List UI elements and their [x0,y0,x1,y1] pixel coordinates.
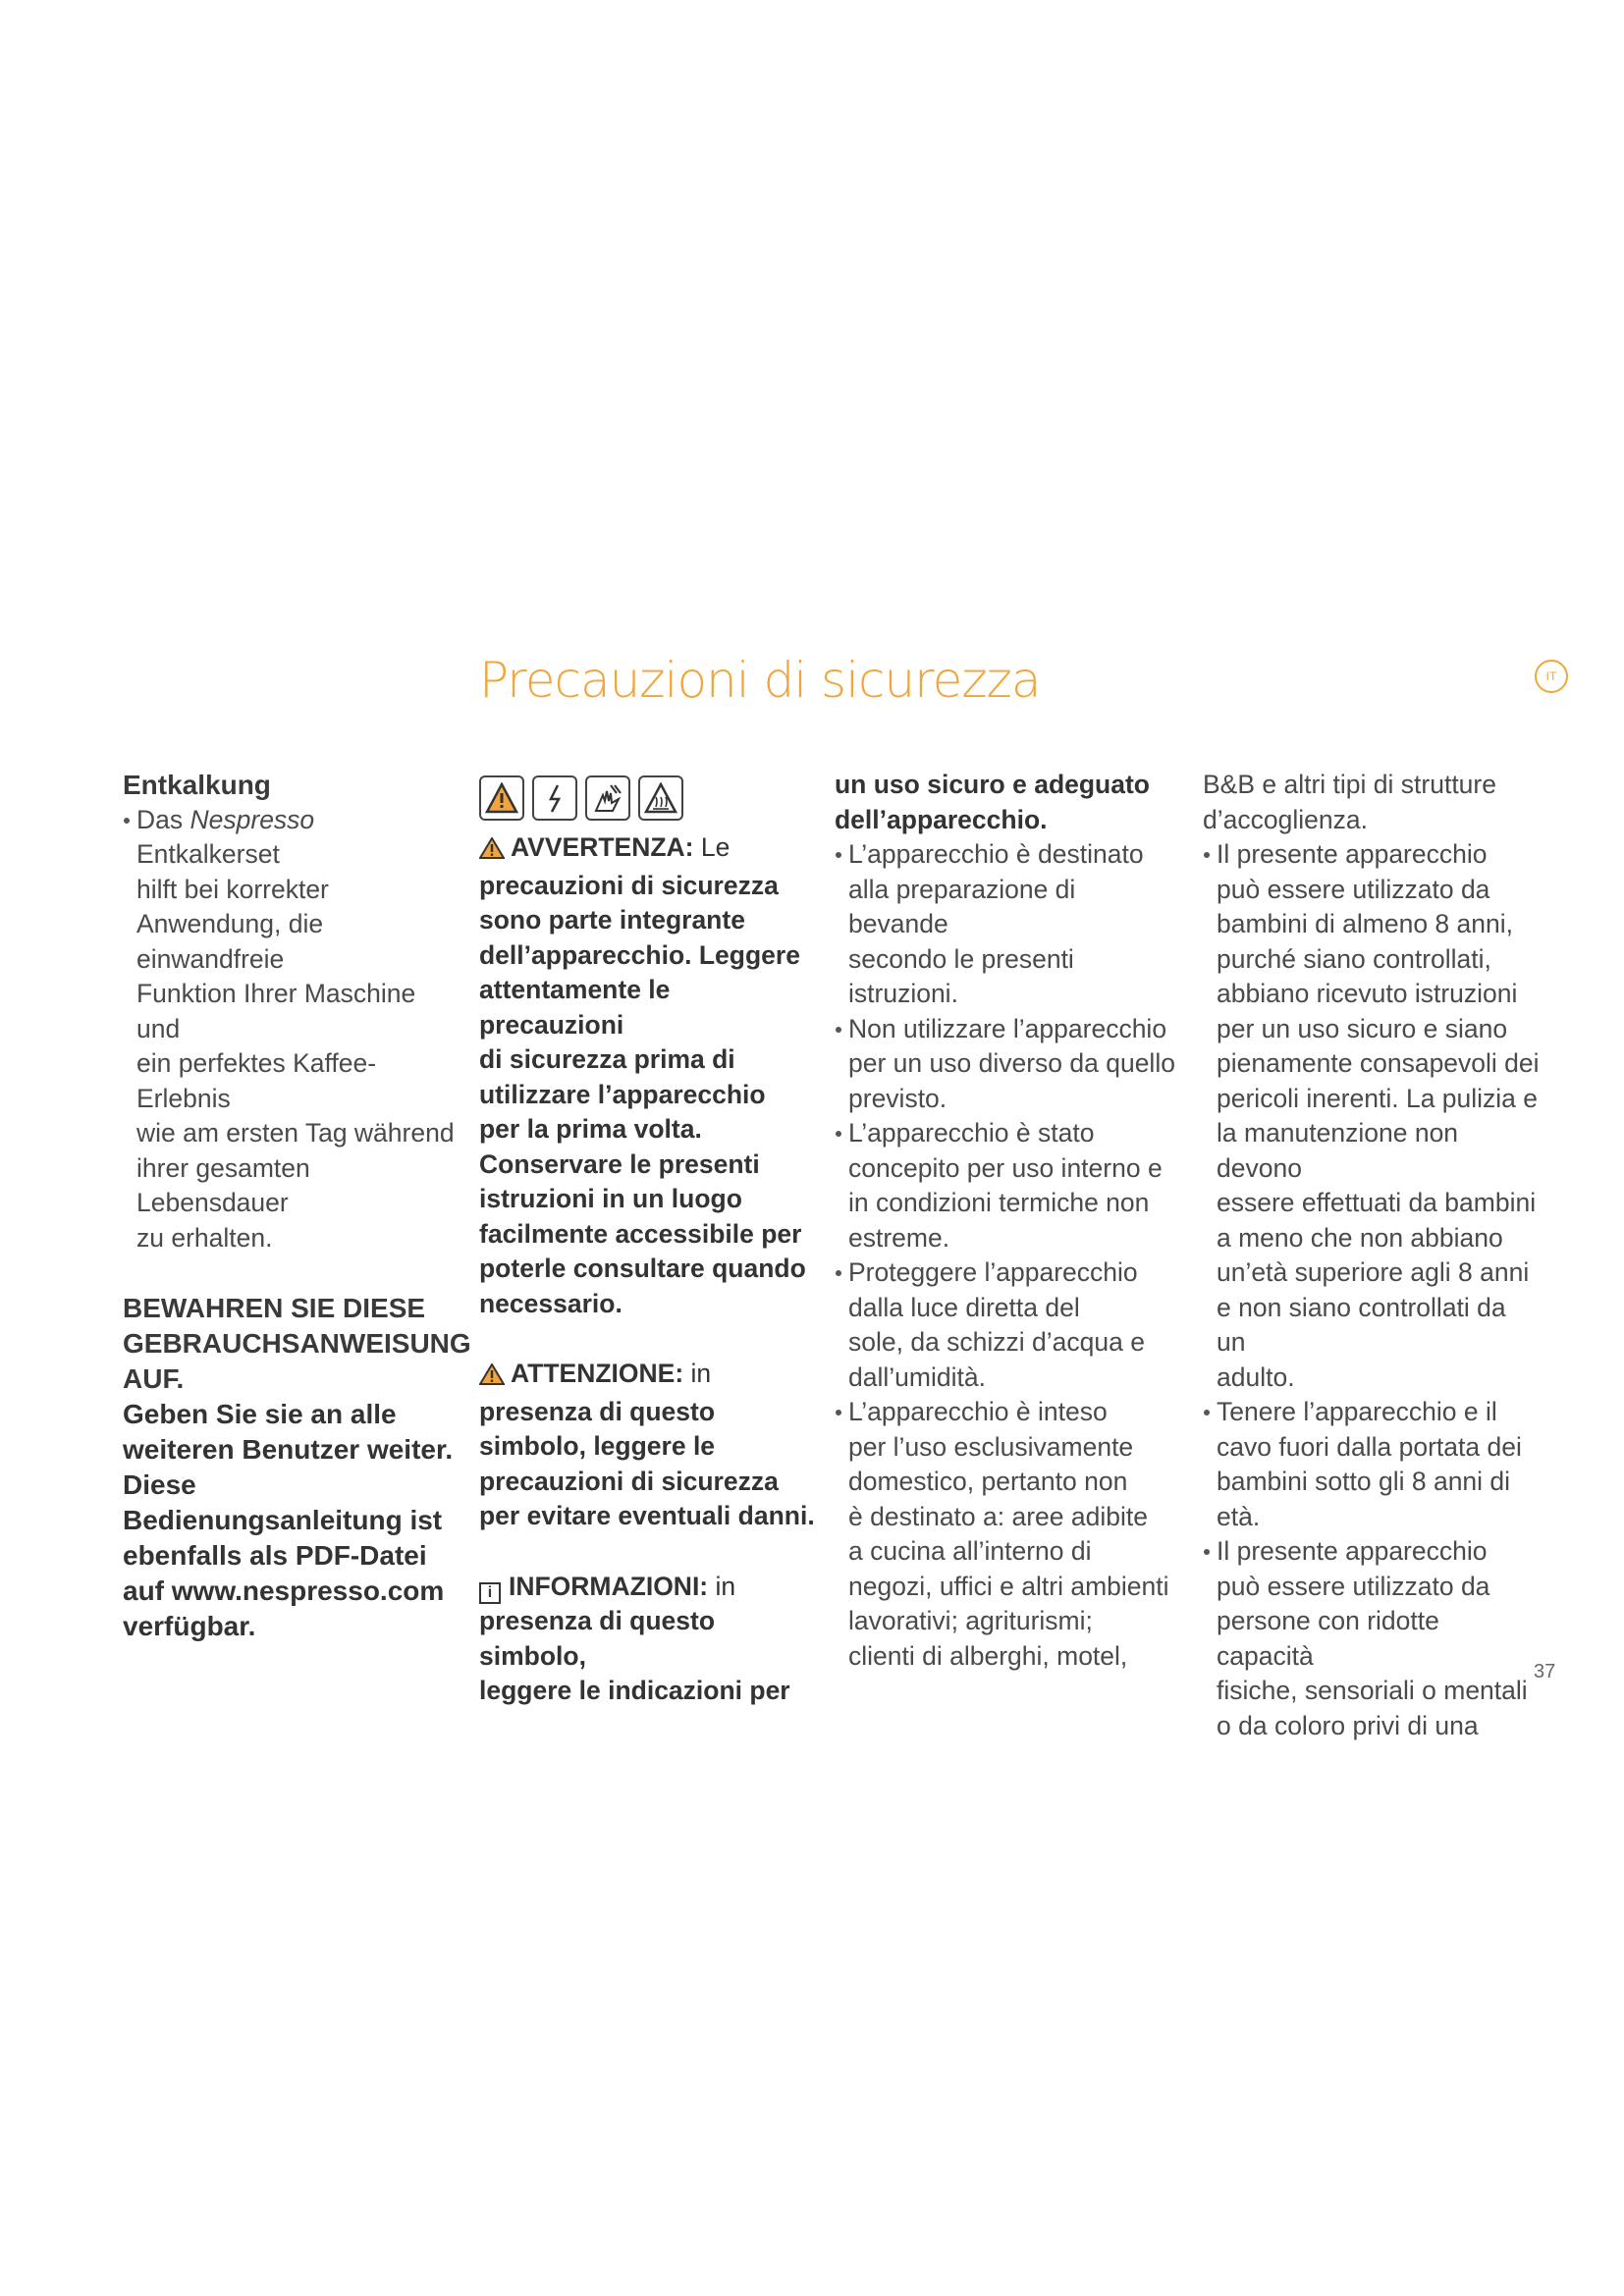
text-line: pericoli inerenti. La pulizia e [1217,1083,1539,1113]
text-line: auf www.nespresso.com [123,1575,445,1606]
text-line: ebenfalls als PDF-Datei [123,1540,427,1571]
text-line: Anwendung, die einwandfreie [136,909,324,974]
text-line: precauzioni di sicurezza [479,870,779,900]
text-line: secondo le presenti [848,943,1074,974]
list-item [1203,1534,1542,1743]
column-german [123,768,471,1644]
text-line: dalla luce diretta del [848,1292,1080,1322]
text-line: Geben Sie sie an alle [123,1399,397,1429]
text-line: AUF. [123,1363,185,1394]
continued-text [1203,768,1542,837]
text-line: facilmente accessibile per [479,1218,802,1249]
text-line: dall’umidità. [848,1362,986,1392]
caution-icon [479,1360,505,1395]
text-line: Bedienungsanleitung ist [123,1505,443,1535]
text-line: la manutenzione non devono [1217,1118,1459,1183]
text-line: BEWAHREN SIE DIESE [123,1293,426,1323]
text-line: zu erhalten. [136,1222,273,1253]
children-list [1203,837,1542,1743]
page-number: 37 [1534,1661,1556,1682]
text-line: per un uso diverso da quello [848,1048,1175,1078]
text-line: L’apparecchio è inteso [848,1397,1108,1426]
text-line: istruzioni in un luogo [479,1184,742,1213]
text-line: GEBRAUCHSANWEISUNG [123,1328,471,1359]
text-line: di sicurezza prima di [479,1044,735,1074]
list-item [835,1255,1178,1395]
text-line: necessario. [479,1288,623,1318]
info-notice [479,1570,818,1709]
text-line: Tenere l’apparecchio e il [1217,1397,1497,1426]
text-line: per un uso sicuro e siano [1217,1013,1508,1043]
text-line: hilft bei korrekter [136,874,329,904]
usage-intro [835,768,1178,837]
text-line: ihrer gesamten Lebensdauer [136,1152,310,1217]
text-line: per la prima volta. [479,1114,702,1144]
text-line: clienti di alberghi, motel, [848,1640,1128,1671]
text-line: Proteggere l’apparecchio [848,1257,1138,1287]
text-line: presenza di questo [479,1396,716,1426]
text-line: d’accoglienza. [1203,804,1368,834]
text-line: ein perfektes Kaffee-Erlebnis [136,1048,377,1113]
text-line: Funktion Ihrer Maschine und [136,979,416,1043]
text-line: può essere utilizzato da [1217,1571,1490,1601]
text-line: cavo fuori dalla portata dei [1217,1431,1522,1462]
text-line: sole, da schizzi d’acqua e [848,1327,1145,1357]
text-line: sono parte integrante [479,905,745,934]
page-title: Precauzioni di sicurezza [479,652,1041,709]
text-line: L’apparecchio è destinato [848,839,1144,869]
warning-label: AVVERTENZA: [511,832,694,862]
text-line: precauzioni di sicurezza [479,1466,779,1496]
text-line: in condizioni termiche non [848,1188,1150,1217]
text-line: utilizzare l’apparecchio [479,1079,766,1109]
list-item [835,1012,1178,1117]
text-line: poterle consultare quando [479,1254,806,1283]
text-line: leggere le indicazioni per [479,1676,790,1705]
text-line: dell’apparecchio. [835,804,1048,834]
column-usage [835,768,1178,1674]
attention-first-word: in [690,1359,712,1388]
text-line: domestico, pertanto non [848,1467,1128,1496]
info-first-word: in [715,1571,736,1601]
list-item [1203,837,1542,1395]
text-line: è destinato a: aree adibite [848,1501,1148,1531]
text-line: essere effettuati da bambini [1217,1188,1537,1217]
text-line: L’apparecchio è stato [848,1118,1095,1148]
text-line: bambini sotto gli 8 anni di [1217,1467,1511,1496]
attention-notice [479,1357,818,1534]
text-line: Diese [123,1469,196,1500]
section-heading: Entkalkung [123,770,271,800]
text-line: simbolo, leggere le [479,1431,716,1461]
usage-list [835,837,1178,1674]
text-line: e non siano controllati da un [1217,1292,1506,1357]
text-line: o da coloro privi di una [1217,1710,1479,1740]
column-warnings [479,768,818,1709]
text-line: previsto. [848,1083,947,1113]
hand-injury-icon [585,775,630,821]
caps-notice [123,1291,471,1397]
text-line: Il presente apparecchio [1217,839,1488,869]
text-line: bambini di almeno 8 anni, [1217,909,1513,938]
text-line: attentamente le precauzioni [479,975,671,1040]
text-line: per evitare eventuali danni. [479,1501,815,1530]
text-line: Conservare le presenti [479,1148,760,1179]
warning-icon [479,833,505,869]
hot-surface-icon [638,775,683,821]
column-children [1203,768,1542,1743]
warning-notice [479,830,818,1321]
text-line: concepito per uso interno e [848,1152,1163,1183]
text-line: un uso sicuro e adeguato [835,770,1150,799]
list-item [1203,1395,1542,1534]
text-line: negozi, uffici e altri ambienti [848,1571,1169,1601]
list-item [835,837,1178,1012]
text-line: istruzioni. [848,979,958,1008]
bold-notice [123,1397,461,1644]
text-line: pienamente consapevoli dei [1217,1048,1540,1078]
info-label: INFORMAZIONI: [509,1571,709,1601]
bullet-prefix: Das [136,804,190,834]
text-line: età. [1217,1501,1261,1531]
text-line: a meno che non abbiano [1217,1222,1503,1253]
text-line: abbiano ricevuto istruzioni [1217,979,1518,1008]
list-item [835,1395,1178,1674]
text-line: un’età superiore agli 8 anni [1217,1257,1530,1287]
text-line: persone con ridotte capacità [1217,1606,1439,1671]
text-line: dell’apparecchio. Leggere [479,939,800,970]
text-line: può essere utilizzato da [1217,874,1490,904]
text-line: verfügbar. [123,1611,256,1641]
text-line: purché siano controllati, [1217,943,1491,974]
text-line: wie am ersten Tag während [136,1118,455,1148]
info-icon: i [479,1582,501,1604]
list-item [123,803,461,1256]
text-line: per l’uso esclusivamente [848,1431,1134,1462]
text-line: estreme. [848,1222,950,1253]
text-line: Entkalkerset [136,839,280,869]
attention-label: ATTENZIONE: [511,1359,684,1388]
text-line: alla preparazione di bevande [848,874,1076,938]
text-line: fisiche, sensoriali o mentali [1217,1676,1528,1705]
text-line: B&B e altri tipi di strutture [1203,770,1496,799]
electric-shock-icon [532,775,577,821]
text-line: lavorativi; agriturismi; [848,1606,1093,1635]
text-line: presenza di questo simbolo, [479,1606,716,1671]
text-line: Il presente apparecchio [1217,1536,1488,1566]
text-line: a cucina all’interno di [848,1536,1092,1566]
safety-icons [479,775,818,823]
language-badge: IT [1535,660,1568,693]
warning-triangle-icon [479,775,524,821]
text-line: weiteren Benutzer weiter. [123,1434,454,1465]
text-line: adulto. [1217,1362,1295,1392]
text-line: Non utilizzare l’apparecchio [848,1013,1167,1043]
list-item [835,1116,1178,1255]
brand-name: Nespresso [189,804,315,834]
warning-first-word: Le [700,832,731,862]
